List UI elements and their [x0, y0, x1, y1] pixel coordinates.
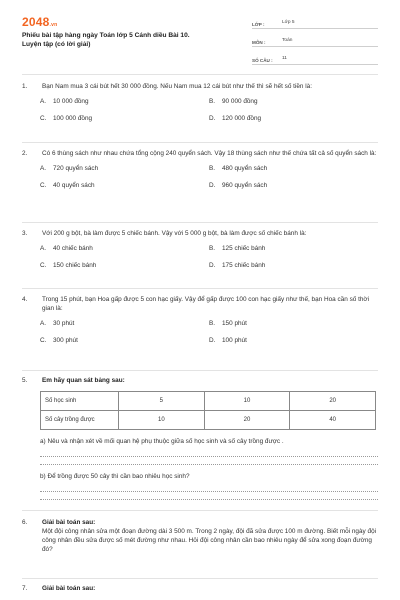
table-row [41, 391, 376, 410]
question-number: 1. [22, 83, 28, 90]
data-table [40, 391, 376, 430]
question-number: 6. [22, 519, 28, 526]
option-c[interactable]: C. 100 000 đồng [40, 114, 93, 122]
table-cell: 10 [204, 391, 290, 410]
option-c[interactable]: C. 300 phút [40, 336, 78, 344]
meta-count-label: SỐ CÂU : [252, 57, 273, 63]
question-6 [22, 519, 378, 555]
sub-question-a: a) Nêu và nhận xét về mối quan hệ phụ thuộc giữa số học sinh và số cây trồng được . [40, 437, 284, 445]
divider [22, 370, 378, 371]
option-a[interactable]: A. 720 quyển sách [40, 164, 99, 172]
option-c[interactable]: C. 150 chiếc bánh [40, 261, 97, 269]
option-a[interactable]: A. 40 chiếc bánh [40, 244, 93, 252]
meta-subject-row [252, 32, 378, 47]
option-a[interactable]: A. 10 000 đồng [40, 97, 89, 105]
table-cell: Số cây trồng được [41, 410, 119, 429]
option-b[interactable]: B. 480 quyển sách [209, 164, 268, 172]
table-cell: 20 [290, 391, 376, 410]
question-number: 5. [22, 377, 28, 384]
question-number: 3. [22, 230, 28, 237]
option-c[interactable]: C. 40 quyển sách [40, 181, 95, 189]
table-cell: 40 [290, 410, 376, 429]
option-b[interactable]: B. 150 phút [209, 319, 247, 327]
question-text: Giải bài toán sau: [42, 519, 96, 526]
question-text: Với 200 g bột, bà làm được 5 chiếc bánh. Vậy với 5 000 g bột, bà làm được số chiếc bánh là: [42, 230, 307, 237]
table-cell: 20 [204, 410, 290, 429]
question-2 [22, 150, 378, 191]
table-cell: 10 [119, 410, 205, 429]
question-text: Trong 15 phút, bạn Hoa gấp được 5 con hạc giấy. Vậy để gấp được 100 con hạc giấy như thế, bạn Hoa cần số thời gian là: [42, 296, 370, 312]
meta-class-value: Lớp 5 [282, 20, 295, 26]
meta-class-label: LỚP : [252, 21, 265, 27]
meta-class-row [252, 14, 378, 29]
option-d[interactable]: D. 960 quyển sách [209, 181, 268, 189]
divider [22, 510, 378, 511]
meta-subject-label: MÔN : [252, 39, 266, 45]
question-number: 4. [22, 296, 28, 303]
answer-line[interactable] [40, 484, 378, 492]
question-text: Giải bài toán sau: [42, 585, 96, 592]
divider [22, 578, 378, 579]
meta-count-row [252, 50, 378, 65]
divider [22, 288, 378, 289]
answer-line[interactable] [40, 457, 378, 465]
question-3 [22, 230, 378, 271]
question-7 [22, 585, 378, 594]
option-b[interactable]: B. 90 000 đồng [209, 97, 258, 105]
question-number: 7. [22, 585, 28, 592]
table-row [41, 410, 376, 429]
table-cell: 5 [119, 391, 205, 410]
question-1 [22, 83, 378, 124]
question-text: Em hãy quan sát bảng sau: [42, 377, 125, 384]
option-d[interactable]: D. 100 phút [209, 336, 247, 344]
sub-question-b: b) Để trồng được 50 cây thì cần bao nhiêu học sinh? [40, 472, 190, 480]
divider [22, 142, 378, 143]
question-4 [22, 296, 378, 346]
meta-subject-value: Toán [282, 38, 293, 44]
divider [22, 222, 378, 223]
answer-line[interactable] [40, 449, 378, 457]
meta-count-value: 11 [282, 56, 287, 62]
question-text: Bạn Nam mua 3 cái bút hết 30 000 đồng. Nếu Nam mua 12 cái bút như thế thì sẽ hết số tiền là: [42, 83, 313, 90]
site-logo[interactable]: 2048.vn [22, 15, 58, 29]
divider [22, 74, 378, 75]
worksheet-meta [252, 14, 378, 68]
option-a[interactable]: A. 30 phút [40, 319, 75, 327]
question-5 [22, 377, 378, 500]
option-b[interactable]: B. 125 chiếc bánh [209, 244, 266, 252]
worksheet-title: Phiếu bài tập hàng ngày Toán lớp 5 Cánh diều Bài 10. Luyện tập (có lời giải) [22, 32, 190, 48]
question-number: 2. [22, 150, 28, 157]
question-text: Có 6 thùng sách như nhau chứa tổng cộng 240 quyển sách. Vậy 18 thùng sách như thế chứa tất cả số quyển sách là: [42, 150, 377, 157]
answer-line[interactable] [40, 492, 378, 500]
option-d[interactable]: D. 120 000 đồng [209, 114, 262, 122]
question-body: Một đội công nhân sửa một đoạn đường dài 3 500 m. Trong 2 ngày, đội đã sửa được 100 m đường. Biết mỗi ngày đội công nhân đều sửa được số mét đường như nhau. Hỏi đội công nhân cần bao nhiêu ngày để sửa xong đoạn đường đó? [42, 527, 377, 553]
option-d[interactable]: D. 175 chiếc bánh [209, 261, 266, 269]
table-cell: Số học sinh [41, 391, 119, 410]
